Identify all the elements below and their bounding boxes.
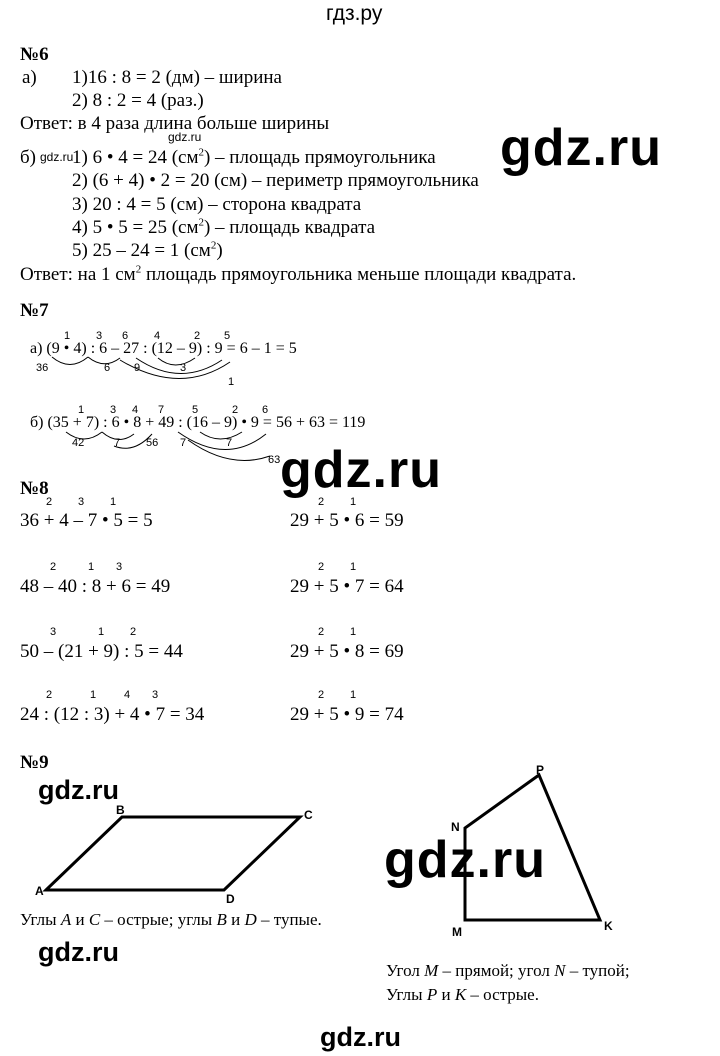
site-title: гдз.ру [326,2,383,25]
para-vertex-b: B [116,803,125,817]
p7a-order-3: 6 [122,330,129,342]
quad-vertex-m: M [452,925,462,939]
p7a-order-4: 4 [154,330,161,342]
p8-r1-order-1: 2 [318,496,325,508]
p8-l2-order-1: 2 [50,561,57,573]
p8-left-expr-4: 24 : (12 : 3) + 4 • 7 = 34 [20,704,205,725]
p6-a-step2: 2) 8 : 2 = 4 (раз.) [72,90,204,111]
problem-9-heading: №9 [20,752,49,773]
p7a-partial-4: 3 [180,362,187,374]
p8-l4-order-4: 3 [152,689,159,701]
p7b-arc-1 [66,432,102,439]
parallelogram-figure [46,817,300,890]
p8-r2-order-1: 2 [318,561,325,573]
p8-r4-order-2: 1 [350,689,357,701]
p8-l4-order-3: 4 [124,689,131,701]
p8-l1-order-3: 1 [110,496,117,508]
p8-right-expr-4: 29 + 5 • 9 = 74 [290,704,404,725]
watermark-small-2: gdz.ru [40,150,74,164]
p8-r3-order-2: 1 [350,626,357,638]
p8-r4-order-1: 2 [318,689,325,701]
p7b-partial-3: 56 [146,437,159,449]
p6-a-step1: 1)16 : 8 = 2 (дм) – ширина [72,67,282,88]
p8-r2-order-2: 1 [350,561,357,573]
watermark-5: gdz.ru [38,937,119,967]
para-vertex-c: C [304,808,313,822]
watermark-3: gdz.ru [38,775,119,805]
p7b-order-7: 6 [262,404,269,416]
parallelogram-caption: Углы A и C – острые; углы B и D – тупые. [20,910,322,929]
p7a-partial-2: 6 [104,362,111,374]
quad-vertex-k: K [604,919,613,933]
p7b-arc-6 [188,440,270,460]
p7a-order-6: 5 [224,330,231,342]
p7a-arc-5 [120,360,230,379]
p7a-arc-3 [158,358,195,365]
p7a-order-2: 3 [96,330,103,342]
quadrilateral-caption-2: Углы P и K – острые. [386,985,539,1004]
problem-8-heading: №8 [20,478,49,499]
p7b-arc-4 [200,432,242,439]
p7a-arc-2 [88,357,120,364]
p7b-partial-1: 42 [72,437,85,449]
p8-left-expr-1: 36 + 4 – 7 • 5 = 5 [20,510,153,531]
p7b-order-6: 2 [232,404,239,416]
p6-b-label: б) [20,147,36,168]
p7-a-expression: а) (9 • 4) : 6 – 27 : (12 – 9) : 9 = 6 – 1 = 5 [30,340,297,357]
p8-left-expr-2: 48 – 40 : 8 + 6 = 49 [20,576,171,597]
p7b-order-1: 1 [78,404,85,416]
p7b-partial-6: 63 [268,454,281,466]
p7b-arc-2 [102,432,134,440]
p6-b-step4: 4) 5 • 5 = 25 $(см^2)$ – площадь квадрата [72,216,376,238]
p7a-partial-5: 1 [228,376,235,388]
watermark-1: gdz.ru [500,119,662,177]
p6-b-step1: 1) 6 • 4 = 24 $(см^2)$ – площадь прямоугольника [72,146,436,168]
p7b-order-3: 4 [132,404,139,416]
watermark-small-1: gdz.ru [168,130,202,144]
p7a-arc-1 [52,357,88,365]
p7a-arc-4 [136,358,222,374]
p8-r1-order-2: 1 [350,496,357,508]
problem-7-heading: №7 [20,300,49,321]
p6-b-step2: 2) (6 + 4) • 2 = 20 (см) – периметр прямоугольника [72,170,479,191]
p7b-arc-5 [178,432,266,450]
p7b-partial-2: 7 [114,437,121,449]
para-vertex-a: A [35,884,44,898]
p8-l3-order-3: 2 [130,626,137,638]
p7a-order-1: 1 [64,330,71,342]
p8-l1-order-2: 3 [78,496,85,508]
p8-r3-order-1: 2 [318,626,325,638]
p7b-arc-3 [114,434,152,448]
p7b-order-2: 3 [110,404,117,416]
quadrilateral-caption-1: Угол M – прямой; угол N – тупой; [386,961,630,980]
p6-b-step5: 5) 25 – 24 = 1 $(см^2)$ [72,239,223,261]
p6-a-label: а) [22,67,37,88]
watermark-2: gdz.ru [280,441,442,499]
p8-l3-order-1: 3 [50,626,57,638]
problem-6-heading: №6 [20,44,49,65]
p8-l1-order-1: 2 [46,496,53,508]
para-vertex-d: D [226,892,235,906]
p7a-partial-3: 9 [134,362,141,374]
p8-l2-order-2: 1 [88,561,95,573]
p7b-partial-5: 7 [226,437,233,449]
watermark-4: gdz.ru [384,831,546,889]
p6-a-answer: Ответ: в 4 раза длина больше ширины [20,113,330,134]
p6-b-answer: Ответ: на 1 $см^2$ площадь прямоугольника меньше площади квадрата. [20,263,577,285]
p8-right-expr-2: 29 + 5 • 7 = 64 [290,576,404,597]
p7-b-expression: б) (35 + 7) : 6 • 8 + 49 : (16 – 9) • 9 = 56 + 63 = 119 [30,414,366,431]
p7b-order-5: 5 [192,404,199,416]
p7-operation-arcs [52,357,270,460]
p6-b-step3: 3) 20 : 4 = 5 (см) – сторона квадрата [72,194,362,215]
p7a-partial-1: 36 [36,362,49,374]
p8-l2-order-3: 3 [116,561,123,573]
p8-left-expr-3: 50 – (21 + 9) : 5 = 44 [20,641,183,662]
watermark-6: gdz.ru [320,1022,401,1052]
p8-right-expr-3: 29 + 5 • 8 = 69 [290,641,404,662]
p8-right-expr-1: 29 + 5 • 6 = 59 [290,510,404,531]
quad-vertex-n: N [451,820,460,834]
p7b-order-4: 7 [158,404,165,416]
p8-l4-order-2: 1 [90,689,97,701]
p7b-partial-4: 7 [180,437,187,449]
p7a-order-5: 2 [194,330,201,342]
p8-l3-order-2: 1 [98,626,105,638]
quad-vertex-p: P [536,763,545,777]
p8-l4-order-1: 2 [46,689,53,701]
